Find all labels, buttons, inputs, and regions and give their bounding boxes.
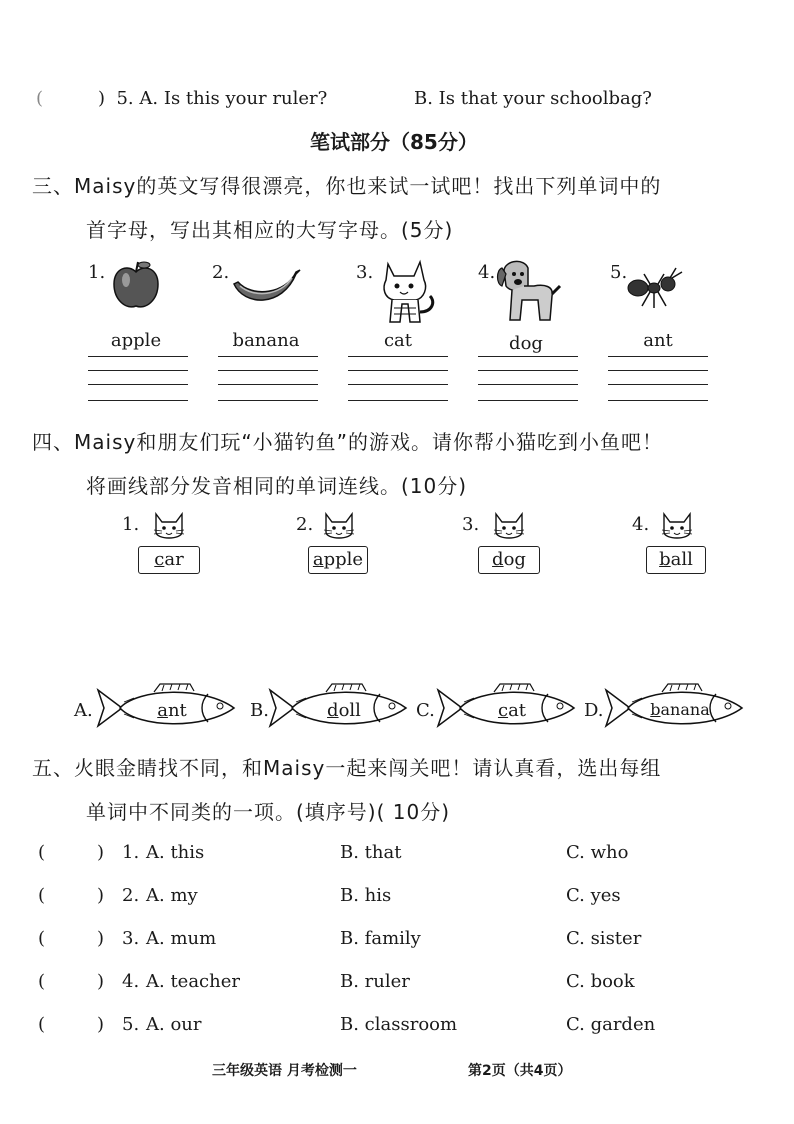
paren-close: ): [97, 1014, 105, 1035]
writing-lines-1[interactable]: [88, 356, 188, 406]
answer-blank[interactable]: [38, 971, 108, 992]
section-4-subtitle: 将画线部分发音相同的单词连线。(10分): [86, 474, 468, 498]
underlined-letter: a: [312, 549, 324, 570]
underlined-letter: d: [492, 549, 504, 570]
paren-close: ): [97, 928, 105, 949]
option-a: A. teacher: [146, 971, 240, 992]
section-5-subtitle: 单词中不同类的一项。(填序号)( 10分): [86, 800, 451, 824]
written-section-header: 笔试部分（85分）: [310, 130, 478, 154]
section-4-title: 四、Maisy和朋友们玩“小猫钓鱼”的游戏。请你帮小猫吃到小鱼吧！: [32, 430, 664, 454]
answer-blank[interactable]: [38, 885, 108, 906]
fish-option-letter: B.: [250, 700, 269, 721]
underlined-letter: a: [157, 700, 168, 721]
fish-word: [648, 700, 712, 719]
row-number: 3.: [122, 928, 140, 949]
option-b: B. classroom: [340, 1014, 458, 1035]
word-rest: ar: [164, 549, 184, 570]
paren-close: ): [97, 971, 105, 992]
word-cat: cat: [383, 330, 413, 351]
option-a: A. mum: [146, 928, 217, 949]
paren-close: ): [97, 885, 105, 906]
row-number: 5.: [122, 1014, 140, 1035]
paren-close: ): [97, 842, 105, 863]
row-number: 1.: [122, 842, 140, 863]
cat-word-card[interactable]: [646, 546, 706, 574]
cat-card-number: 3.: [462, 514, 480, 535]
cat-word-card[interactable]: [478, 546, 540, 574]
writing-lines-3[interactable]: [348, 356, 448, 406]
item-3-number: 3.: [356, 262, 374, 283]
question-5-option-b: B. Is that your schoolbag?: [414, 88, 652, 109]
paren-open: (: [38, 885, 46, 906]
fish-word: [312, 700, 376, 721]
item-1-number: 1.: [88, 262, 106, 283]
question-5-listening: ) 5. A. Is this your ruler?: [98, 88, 328, 109]
section-3-title: 三、Maisy的英文写得很漂亮，你也来试一试吧！找出下列单词中的: [32, 174, 662, 198]
answer-blank[interactable]: [38, 842, 108, 863]
dog-icon: [494, 256, 564, 330]
option-c: C. garden: [566, 1014, 656, 1035]
word-ant: ant: [643, 330, 673, 351]
writing-lines-4[interactable]: [478, 356, 578, 406]
row-number: 4.: [122, 971, 140, 992]
word-rest: at: [508, 700, 527, 721]
cat-card-number: 2.: [296, 514, 314, 535]
paren-open: (: [38, 971, 46, 992]
underlined-letter: d: [327, 700, 339, 721]
apple-icon: [108, 258, 164, 318]
answer-blank[interactable]: [38, 1014, 108, 1035]
row-number: 2.: [122, 885, 140, 906]
paren-open: (: [38, 1014, 46, 1035]
writing-lines-2[interactable]: [218, 356, 318, 406]
option-b: B. ruler: [340, 971, 410, 992]
cat-face-icon: [322, 510, 356, 548]
banana-icon: [230, 266, 302, 314]
underlined-letter: b: [659, 549, 671, 570]
cat-icon: [374, 256, 440, 332]
section-3-subtitle: 首字母，写出其相应的大写字母。(5分): [86, 218, 454, 242]
fish-option-letter: C.: [416, 700, 435, 721]
item-5-number: 5.: [610, 262, 628, 283]
cat-card-number: 1.: [122, 514, 140, 535]
footer-page-number: 第2页（共4页）: [468, 1063, 572, 1079]
option-b: B. that: [340, 842, 402, 863]
cat-face-icon: [660, 510, 694, 548]
word-rest: nt: [167, 700, 187, 721]
word-dog: dog: [509, 333, 543, 354]
writing-lines-5[interactable]: [608, 356, 708, 406]
fish-option-letter: D.: [584, 700, 604, 721]
cat-word-card[interactable]: [308, 546, 368, 574]
answer-blank[interactable]: [38, 928, 108, 949]
cat-face-icon: [492, 510, 526, 548]
paren-open: (: [38, 928, 46, 949]
underlined-letter: b: [650, 700, 661, 719]
item-4-number: 4.: [478, 262, 496, 283]
option-a: A. this: [146, 842, 205, 863]
word-apple: apple: [110, 330, 162, 351]
option-b: B. family: [340, 928, 421, 949]
word-banana: banana: [232, 330, 300, 351]
fish-word: [480, 700, 544, 721]
item-2-number: 2.: [212, 262, 230, 283]
cat-face-icon: [152, 510, 186, 548]
fish-option-letter: A.: [74, 700, 93, 721]
cat-card-number: 4.: [632, 514, 650, 535]
word-rest: oll: [338, 700, 361, 721]
word-rest: og: [503, 549, 526, 570]
option-a: A. our: [146, 1014, 202, 1035]
word-rest: all: [670, 549, 693, 570]
paren-open: (: [38, 842, 46, 863]
footer-exam-title: 三年级英语 月考检测一: [212, 1063, 357, 1079]
option-c: C. book: [566, 971, 635, 992]
option-a: A. my: [146, 885, 198, 906]
cat-word-card[interactable]: [138, 546, 200, 574]
word-rest: pple: [323, 549, 364, 570]
answer-paren-open: (: [36, 88, 44, 109]
ant-icon: [624, 266, 686, 314]
option-c: C. who: [566, 842, 629, 863]
option-b: B. his: [340, 885, 392, 906]
word-rest: anana: [660, 700, 710, 719]
option-c: C. sister: [566, 928, 642, 949]
section-5-title: 五、火眼金睛找不同，和Maisy一起来闯关吧！请认真看，选出每组: [32, 756, 662, 780]
fish-word: [140, 700, 204, 721]
option-c: C. yes: [566, 885, 621, 906]
underlined-letter: c: [497, 700, 509, 721]
underlined-letter: c: [154, 549, 165, 570]
